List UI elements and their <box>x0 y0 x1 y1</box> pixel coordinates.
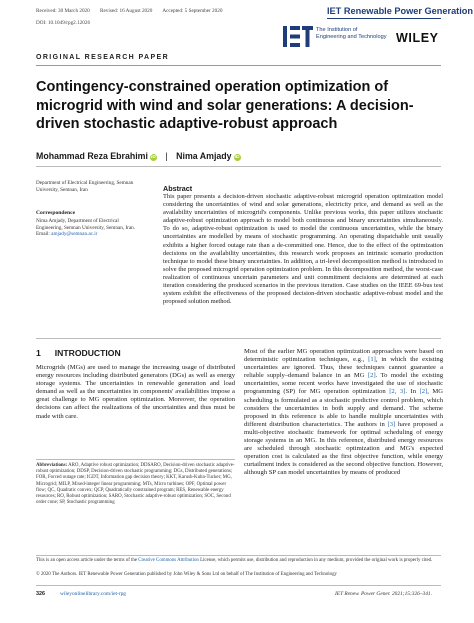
page-footer-divider <box>36 585 441 586</box>
correspondence <box>36 218 141 238</box>
intro-text: . In <box>405 388 420 396</box>
iet-line-2: Engineering and Technology <box>316 33 387 40</box>
abbreviations-text: ARO, Adaptive robust optimization; DDSARO, Decision-driven stochastic adaptive-robust optimization; DDSP, Decision-driven stochastic programming; DGs, Distributed generations; FOR, Forced outage rate; IGDT, Information gap decision theory; KKT, Karush-Kuhn-Tucker; MG, Microgrid; MILP, Mixed-integer linear programming; MTs, Micro turbines; OPF, Optimal power flow; QC, Quadratic convex; QCP, Quadratically constrained program; RES, Renewable energy resources; RO, Robust optimization; SARO, Stochastic adaptive-robust optimization; SOC, Second order cone; SP, Stochastic programming <box>36 463 235 506</box>
intro-text: , in which the existing uncertainties are ignored. Thus, these techniques cannot guarantee a reliable supply–demand balance in an MG <box>244 356 443 380</box>
correspondence-heading: Correspondence <box>36 210 76 216</box>
citation-ref-link[interactable]: [2, 3] <box>389 388 406 396</box>
correspondence-text: Nima Amjady, Department of Electrical Engineering, Semnan University, Semnan, Iran. <box>36 218 136 231</box>
received-date: Received: 30 March 2020 <box>36 8 90 14</box>
section-number: 1 <box>36 348 41 358</box>
intro-right-column <box>244 348 443 478</box>
iet-logo-icon <box>283 26 313 47</box>
authors-divider <box>36 166 441 167</box>
abbreviations <box>36 463 235 506</box>
license-notice <box>36 558 441 564</box>
intro-text: . To model the existing uncertainties, some recent works have investigated the use of stochastic programming (SP) for MG operation optimization <box>244 372 444 396</box>
intro-text: , MG scheduling is formulated as a stochastic predictive control problem, which considers the uncertainties in both supply and demand. The scheme proposed in this reference is able to handle multiple uncertainties with different distribution characteristics. The authors in <box>244 388 443 428</box>
orcid-icon[interactable]: iD <box>234 155 240 160</box>
intro-left-column: Microgrids (MGs) are used to manage the increasing usage of distributed energy resources including distributed generators (DGs) as well as energy storage systems. The uncertainties in renewable generation and load demand as well as the uncertainties in components' availabilities impose a great challenge to MG operation optimization. Moreover, the operation decisions can affect the realizations of the uncertainties and thus must be made with care. <box>36 364 235 420</box>
orcid-icon[interactable]: iD <box>151 155 156 160</box>
citation-ref-link[interactable]: [2] <box>367 372 376 380</box>
iet-line-1: The Institution of <box>316 27 358 33</box>
author-separator: | <box>165 151 168 161</box>
license-text-post: License, which permits use, distribution and reproduction in any medium, provided the original work is properly cited. <box>198 558 433 563</box>
abstract-divider <box>36 338 441 339</box>
author-list <box>36 151 241 161</box>
section-heading <box>36 348 121 358</box>
received-dates <box>36 8 231 14</box>
abstract-heading: Abstract <box>163 184 193 193</box>
abbreviations-divider <box>36 459 235 460</box>
citation-line: IET Renew. Power Gener. 2021;15:326–341. <box>335 591 432 597</box>
accepted-date: Accepted: 5 September 2020 <box>162 8 223 14</box>
intro-text: have proposed a multi-objective stochastic framework for optimal scheduling of energy storage systems in an MG. In this reference, distributed energy resources are scheduled through stochastic optimization and MG's expected operation cost is calculated as the first objective function, while energy curtailment index is considered as the second objective function. However, although SP can model uncertainties by means of produced <box>244 420 443 477</box>
intro-text: Most of the earlier MG operation optimization approaches were based on deterministic optimization techniques, e.g., <box>244 348 443 364</box>
abbreviations-label: Abbreviations: <box>36 463 68 468</box>
section-title: INTRODUCTION <box>54 348 121 358</box>
abstract-text: This paper presents a decision-driven stochastic adaptive-robust microgrid operation optimization model considering the uncertainties of wind and solar generations, electricity price, and demand as well as the availability uncertainties of microgrid's components. Unlike previous works, this paper utilizes stochastic adaptive-robust optimization approach to model both continuous and binary uncertainties simultaneously. To do so, adaptive-robust optimization is used to model the continuous uncertainties, while the binary uncertainties are modelled by means of stochastic programming. An operating dispatchable unit usually exhibits a higher forced outage rate than a de-committed one. Hence, due to the effect of the optimization decisions on the availability uncertainties, this research work proposes an intrinsic scenario production technique to model these binary uncertainties. In addition, a tri-level decomposition method is introduced to solve the proposed microgrid operation optimization problem. In this decomposition method, the worst-case realization of continuous uncertain parameters and unit commitment decisions are determined at each iteration considering the produced scenarios in the previous iteration. Case studies on the IEEE 69-bus test system exhibit the effectiveness of the proposed decision-driven stochastic adaptive-robust model and the proposed solution method. <box>163 193 443 306</box>
citation-ref-link[interactable]: [2] <box>419 388 428 396</box>
journal-site-link[interactable]: wileyonlinelibrary.com/iet-rpg <box>60 591 126 597</box>
copyright-notice: © 2020 The Authors. IET Renewable Power Generation published by John Wiley & Sons Ltd on behalf of The Institution of Engineering and Technology <box>36 572 338 577</box>
journal-rule <box>327 18 441 19</box>
email-label: Email: <box>36 231 52 238</box>
license-text-pre: This is an open access article under the terms of the <box>36 558 139 563</box>
paper-title: Contingency-constrained operation optimization of microgrid with wind and solar generations: A decision-driven stochastic adaptive-robust approach <box>36 79 414 132</box>
revised-date: Revised: 16 August 2020 <box>100 8 153 14</box>
page-number: 326 <box>36 591 45 597</box>
footer-divider <box>36 555 441 556</box>
doi[interactable]: DOI: 10.1049/rpg2.12026 <box>36 20 91 26</box>
iet-name <box>316 27 387 40</box>
affiliation: Department of Electrical Engineering, Semnan University, Semnan, Iran <box>36 180 134 193</box>
citation-ref-link[interactable]: [1] <box>368 356 376 364</box>
header-divider <box>36 65 441 66</box>
email-link[interactable]: amjady@semnan.ac.ir <box>51 231 98 238</box>
author-name[interactable]: Nima Amjady <box>176 151 232 161</box>
journal-title: IET Renewable Power Generation <box>327 6 474 16</box>
author-name[interactable]: Mohammad Reza Ebrahimi <box>36 151 148 161</box>
publisher-logo: WILEY <box>396 31 439 45</box>
citation-ref-link[interactable]: [3] <box>387 420 396 428</box>
license-link[interactable]: Creative Commons Attribution <box>138 558 199 563</box>
article-type: ORIGINAL RESEARCH PAPER <box>36 54 170 61</box>
